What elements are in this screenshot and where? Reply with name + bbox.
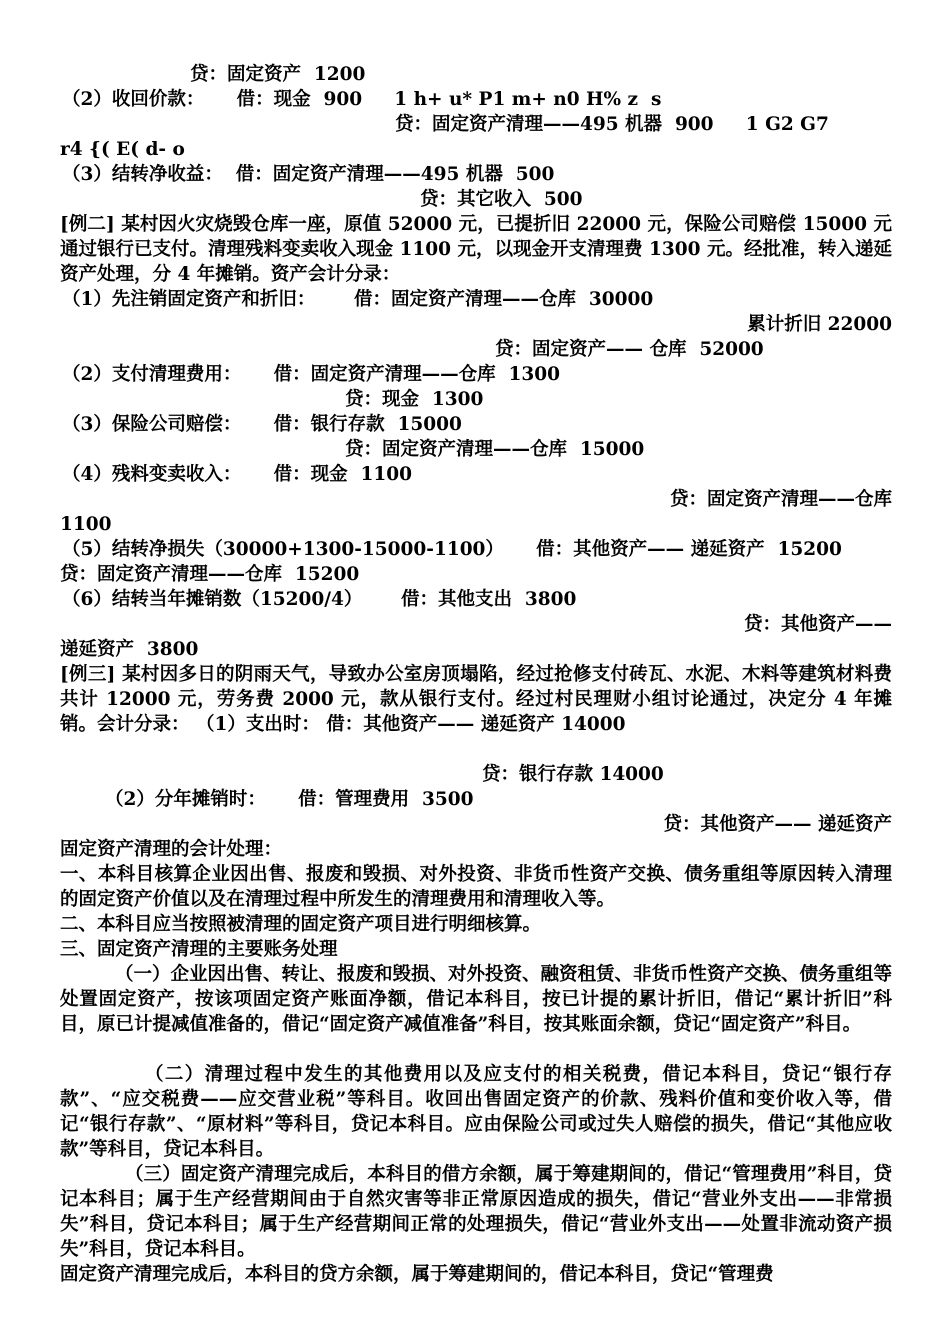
text-line: 贷：其他资产——: [743, 614, 892, 635]
text-line: 累计折旧 22000: [747, 314, 892, 335]
section-heading: 固定资产清理的会计处理：: [60, 839, 283, 860]
text-line: 固定资产清理完成后，本科目的贷方余额，属于筹建期间的，借记本科目，贷记“管理费: [60, 1264, 774, 1285]
text-line: （5）结转净损失（30000+1300-15000-1100） 借：其他资产—— 递延资产 15200: [62, 539, 842, 560]
text-line: 贷：固定资产—— 仓库 52000: [495, 339, 764, 360]
text-line: （3）保险公司赔偿： 借：银行存款 15000: [62, 414, 462, 435]
text-line: 贷：固定资产清理——仓库 15000: [345, 439, 645, 460]
text-line: 贷：现金 1300: [345, 389, 484, 410]
text-line: 递延资产 3800: [60, 639, 199, 660]
text-line: （1）先注销固定资产和折旧： 借：固定资产清理——仓库 30000: [62, 289, 654, 310]
text-line: 贷：其它收入 500: [420, 189, 583, 210]
text-line: 贷：固定资产清理——495 机器 900 1 G2 G7: [395, 114, 829, 135]
text-line: 贷：固定资产 1200: [190, 64, 366, 85]
text-line: （2）支付清理费用： 借：固定资产清理——仓库 1300: [62, 364, 560, 385]
text-line: （4）残料变卖收入： 借：现金 1100: [62, 464, 412, 485]
subsection-one: （一）企业因出售、转让、报废和毁损、对外投资、融资租赁、非货币性资产交换、债务重组等处置固定资产，按该项固定资产账面净额，借记本科目，按已计提的累计折旧，借记“累计折旧”科目，原已计提减值准备的，借记“固定资产减值准备”科目，按其账面余额，贷记“固定资产”科目。: [60, 964, 893, 1035]
text-line: r4 {( E( d- o: [60, 139, 185, 160]
text-line: 贷：固定资产清理——仓库 15200: [60, 564, 360, 585]
paragraph-one: 一、本科目核算企业因出售、报废和毁损、对外投资、非货币性资产交换、债务重组等原因转入清理的固定资产价值以及在清理过程中所发生的清理费用和清理收入等。: [60, 864, 892, 910]
subsection-two: （二）清理过程中发生的其他费用以及应支付的相关税费，借记本科目，贷记“银行存款”、“应交税费——应交营业税”等科目。收回出售固定资产的价款、残料价值和变价收入等，借记“银行存款”、“原材料”等科目，贷记本科目。应由保险公司或过失人赔偿的损失，借记“其他应收款”等科目，贷记本科目。: [60, 1064, 892, 1160]
text-line: （2）分年摊销时： 借：管理费用 3500: [105, 789, 474, 810]
text-line: 1100: [60, 514, 112, 535]
paragraph-three-heading: 三、固定资产清理的主要账务处理: [60, 939, 338, 960]
example-three-paragraph: [例三] 某村因多日的阴雨天气，导致办公室房顶塌陷，经过抢修支付砖瓦、水泥、木料等建筑材料费共计 12000 元，劳务费 2000 元，款从银行支付。经过村民理财小组讨论通过，决定分 4 年摊销。会计分录： （1）支出时： 借：其他资产—— 递延资产 14000: [60, 664, 892, 735]
subsection-three: （三）固定资产清理完成后，本科目的借方余额，属于筹建期间的，借记“管理费用”科目，贷记本科目；属于生产经营期间由于自然灾害等非正常原因造成的损失，借记“营业外支出——非常损失”科目，贷记本科目；属于生产经营期间正常的处理损失，借记“营业外支出——处置非流动资产损失”科目，贷记本科目。: [60, 1164, 892, 1260]
example-two-paragraph: [例二] 某村因火灾烧毁仓库一座，原值 52000 元，已提折旧 22000 元，保险公司赔偿 15000 元通过银行已支付。清理残料变卖收入现金 1100 元，以现金开支清理费 1300 元。经批准，转入递延资产处理，分 4 年摊销。资产会计分录：: [60, 214, 892, 285]
text-line: （3）结转净收益： 借：固定资产清理——495 机器 500: [62, 164, 555, 185]
paragraph-two: 二、本科目应当按照被清理的固定资产项目进行明细核算。: [60, 914, 542, 935]
text-line: 贷：其他资产—— 递延资产: [663, 814, 892, 835]
text-line: （6）结转当年摊销数（15200/4） 借：其他支出 3800: [62, 589, 577, 610]
text-line: 贷：银行存款 14000: [482, 764, 664, 785]
text-line: （2）收回价款： 借：现金 900 1 h+ u* P1 m+ n0 H% z s: [62, 89, 662, 110]
text-line: 贷：固定资产清理——仓库: [669, 489, 892, 510]
